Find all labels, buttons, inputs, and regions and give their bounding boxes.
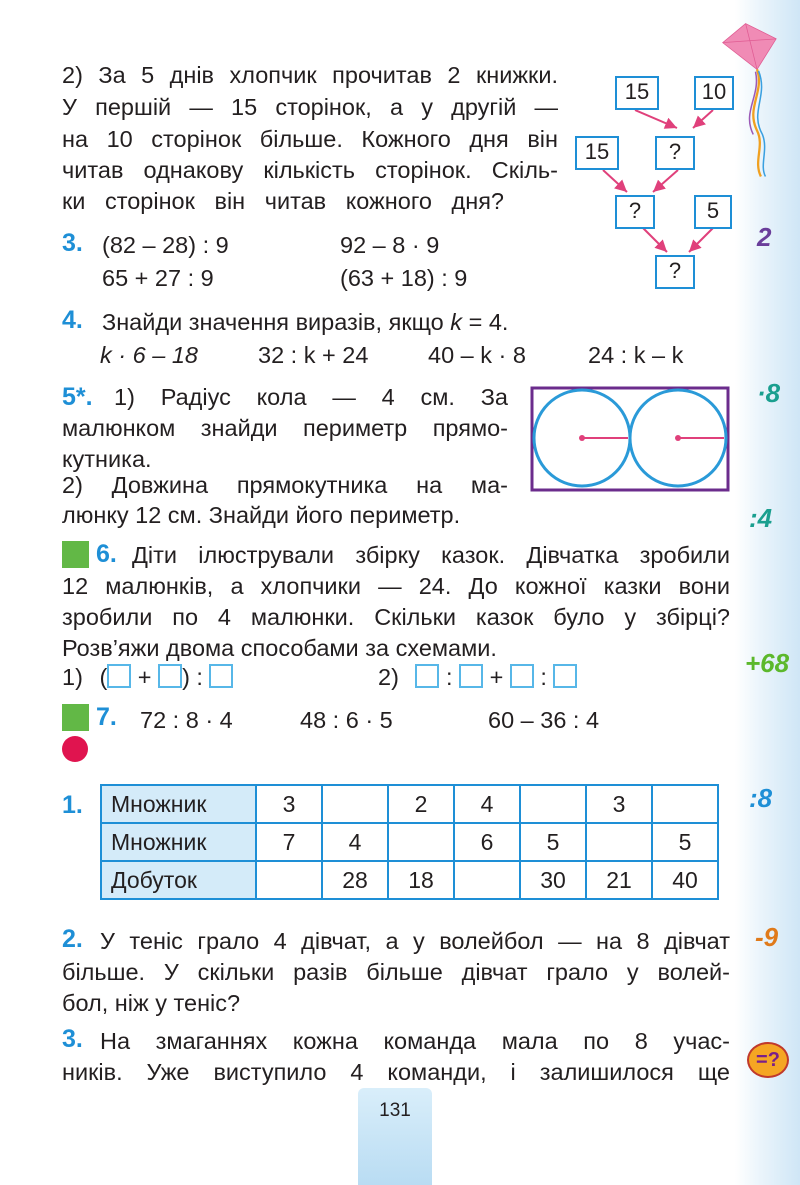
task6-line: Розв’яжи двома способами за схемами. [62,635,497,661]
task3b-line: На змаганнях кожна команда мала по 8 учас- [100,1028,730,1054]
blank-box[interactable] [107,664,131,688]
blank-box[interactable] [459,664,483,688]
task5-line: кутника. [62,446,152,472]
task2-line: ки сторінок він читав кожного дня? [62,188,504,214]
task2b-line: бол, ніж у теніс? [62,990,241,1016]
task3-number: 3. [62,229,83,257]
task3-expression: 65 + 27 : 9 [102,265,214,291]
page-number: 131 [358,1088,432,1185]
table-row [101,861,718,899]
row-header: Множник [101,785,256,823]
task3-expression: 92 – 8 · 9 [340,232,440,258]
scheme-box: 10 [694,76,734,110]
sidebar-mark: -9 [755,922,779,952]
task2-line: У першій — 15 сторінок, а у другій — [62,94,558,120]
scheme-box: ? [615,195,655,229]
table-cell[interactable]: 5 [520,823,586,861]
table-cell[interactable] [652,785,718,823]
blank-box[interactable] [415,664,439,688]
task5-line: люнку 12 см. Знайди його периметр. [62,502,461,528]
scheme-box: 15 [575,136,619,170]
task5-line: 2) Довжина прямокутника на ма- [62,472,508,498]
table-cell[interactable]: 18 [388,861,454,899]
task3b-line: ників. Уже виступило 4 команди, і залишилося ще [62,1059,730,1085]
sidebar-mark: +68 [745,648,790,678]
task2b-line: більше. У скільки разів більше дівчат грало у волей- [62,959,730,985]
task2-line: на 10 сторінок більше. Кожного дня він [62,126,558,152]
blank-box[interactable] [510,664,534,688]
scheme-box: ? [655,136,695,170]
task4-text: Знайди значення виразів, якщо k = 4. [102,309,509,335]
scheme-box: 5 [694,195,732,229]
task7-number: 7. [96,703,117,731]
task2b-line: У теніс грало 4 дівчат, а у волейбол — на 8 дівчат [100,928,730,954]
row-header: Множник [101,823,256,861]
sidebar-mark: :8 [749,783,773,813]
table-cell[interactable]: 3 [586,785,652,823]
task2-line: читав однакову кількість сторінок. Скіль- [62,157,558,183]
task7-expression: 60 – 36 : 4 [488,707,600,733]
table-cell[interactable]: 4 [454,785,520,823]
table-row [101,823,718,861]
table-cell[interactable] [454,861,520,899]
task6-line: зробили по 4 малюнки. Скільки казок було у збірці? [62,604,730,630]
table-cell[interactable]: 40 [652,861,718,899]
task2-line: 2) За 5 днів хлопчик прочитав 2 книжки. [62,62,558,88]
task3-expression: (82 – 28) : 9 [102,232,229,258]
task6-line: Діти ілюстрували збірку казок. Дівчатка зробили [132,542,730,568]
task4-expression: 32 : k + 24 [258,342,369,368]
task6-scheme-1: 1) ( + ) : [62,662,233,694]
task5-line: малюнком знайди периметр прямо- [62,415,508,441]
green-marker-icon [62,541,89,568]
table-cell[interactable] [256,861,322,899]
task4-expression: k · 6 – 18 [100,342,198,368]
table-cell[interactable] [586,823,652,861]
task3b-number: 3. [62,1025,83,1053]
table-cell[interactable]: 30 [520,861,586,899]
task4-expression: 40 – k · 8 [428,342,526,368]
table-row [101,785,718,823]
sidebar-mark: ·8 [757,378,781,408]
table-cell[interactable] [322,785,388,823]
scheme-box: ? [655,255,695,289]
sidebar-mark: :4 [749,503,773,533]
table-cell[interactable]: 5 [652,823,718,861]
question-badge-icon: =? [747,1042,789,1078]
blank-box[interactable] [209,664,233,688]
task4-expression: 24 : k – k [588,342,684,368]
table-cell[interactable]: 4 [322,823,388,861]
task2b-number: 2. [62,925,83,953]
sidebar-mark: 2 [757,222,772,252]
task6-number: 6. [96,540,117,568]
task5-number: 5*. [62,383,93,411]
scheme-box: 15 [615,76,659,110]
red-dot-icon [62,736,88,762]
task7-expression: 48 : 6 · 5 [300,707,393,733]
task6-line: 12 малюнків, а хлопчики — 24. До кожної казки вони [62,573,730,599]
table-cell[interactable]: 28 [322,861,388,899]
task6-scheme-2: 2) : + : [378,662,577,694]
table-cell[interactable]: 3 [256,785,322,823]
green-marker-icon [62,704,89,731]
table-cell[interactable]: 6 [454,823,520,861]
task7-expression: 72 : 8 · 4 [140,707,233,733]
table-cell[interactable] [520,785,586,823]
table-task-number: 1. [62,791,83,819]
table-cell[interactable]: 7 [256,823,322,861]
task4-number: 4. [62,306,83,334]
blank-box[interactable] [553,664,577,688]
row-header: Добуток [101,861,256,899]
table-cell[interactable]: 2 [388,785,454,823]
task3-expression: (63 + 18) : 9 [340,265,468,291]
table-cell[interactable]: 21 [586,861,652,899]
circles-in-rectangle-figure [530,386,732,494]
table-cell[interactable] [388,823,454,861]
multiplication-table [100,784,719,900]
task5-line: 1) Радіус кола — 4 см. За [114,384,508,410]
blank-box[interactable] [158,664,182,688]
